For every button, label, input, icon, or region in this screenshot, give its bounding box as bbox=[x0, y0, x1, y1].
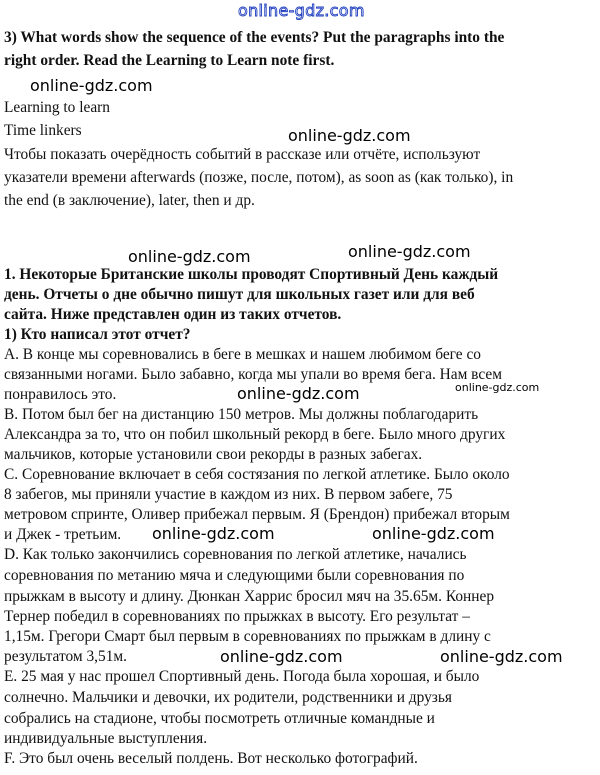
time-linkers-heading: Time linkers bbox=[4, 122, 82, 139]
watermark: online-gdz.com bbox=[220, 647, 343, 666]
paragraph-e-line1: Е. 25 мая у нас прошел Спортивный день. Погода была хорошая, и было bbox=[4, 668, 480, 685]
paragraph-b-line3: мальчиков, которые установили свои рекорды в разных забегах. bbox=[4, 446, 423, 463]
paragraph-e-line4: индивидуальные выступления. bbox=[4, 730, 208, 747]
paragraph-d-line4: Тернер победил в соревнованиях по прыжках в высоту. Его результат – bbox=[4, 608, 470, 625]
paragraph-a-line1: А. В конце мы соревновались в беге в мешках и нашем любимом беге со bbox=[4, 346, 481, 363]
paragraph-a-line3: понравилось это. bbox=[4, 386, 117, 403]
paragraph-e-line2: солнечно. Мальчики и девочки, их родители, родственники и друзья bbox=[4, 689, 452, 706]
paragraph-d-line1: D. Как только закончились соревнования по легкой атлетике, начались bbox=[4, 546, 467, 563]
paragraph-d-line2: соревнования по метанию мяча и следующими были соревнования по bbox=[4, 567, 465, 584]
task1-heading-line2: день. Отчеты о дне обычно пишут для школьных газет или для веб bbox=[4, 286, 475, 303]
paragraph-a-line2: связанными ногами. Было забавно, когда мы упали во время бега. Нам всем bbox=[4, 366, 502, 383]
paragraph-f-line1: F. Это был очень веселый полдень. Вот несколько фотографий. bbox=[4, 750, 418, 767]
watermark-top: online-gdz.com bbox=[238, 1, 365, 20]
watermark-small: online-gdz.com bbox=[455, 381, 540, 394]
watermark: online-gdz.com bbox=[288, 126, 411, 145]
paragraph-c-line3: метровом спринте, Оливер прибежал первым. Я (Брендон) прибежал вторым bbox=[4, 506, 510, 523]
watermark: online-gdz.com bbox=[128, 247, 251, 266]
watermark: online-gdz.com bbox=[440, 647, 563, 666]
watermark: online-gdz.com bbox=[30, 76, 153, 95]
note-line1: Чтобы показать очерёдность событий в рассказе или отчёте, используют bbox=[4, 146, 481, 163]
note-line2: указатели времени afterwards (позже, после, потом), as soon as (как только), in bbox=[4, 169, 514, 186]
note-line3: the end (в заключение), later, then и др. bbox=[4, 192, 255, 209]
task1-heading-line3: сайта. Ниже представлен один из таких отчетов. bbox=[4, 306, 342, 323]
paragraph-b-line1: В. Потом был бег на дистанцию 150 метров. Мы должны поблагодарить bbox=[4, 406, 479, 423]
watermark: online-gdz.com bbox=[348, 242, 471, 261]
watermark: online-gdz.com bbox=[152, 524, 275, 543]
task1-heading-line1: 1. Некоторые Британские школы проводят Спортивный День каждый bbox=[4, 266, 499, 283]
paragraph-c-line1: С. Соревнование включает в себя состязания по легкой атлетике. Было около bbox=[4, 466, 510, 483]
watermark: online-gdz.com bbox=[237, 384, 360, 403]
paragraph-d-line6: результатом 3,51м. bbox=[4, 648, 127, 665]
paragraph-c-line2: 8 забегов, мы приняли участие в каждом из них. В первом забеге, 75 bbox=[4, 486, 453, 503]
task3-question-line2: right order. Read the Learning to Learn note first. bbox=[4, 52, 335, 69]
paragraph-e-line3: собрались на стадионе, чтобы посмотреть отличные командные и bbox=[4, 710, 435, 727]
watermark: online-gdz.com bbox=[372, 524, 495, 543]
paragraph-d-line3: прыжкам в высоту и длину. Дюнкан Харрис бросил мяч на 35.65м. Коннер bbox=[4, 588, 495, 605]
task1-question: 1) Кто написал этот отчет? bbox=[4, 326, 191, 343]
learning-to-learn-heading: Learning to learn bbox=[4, 99, 110, 116]
paragraph-c-line4: и Джек - третьим. bbox=[4, 526, 122, 543]
paragraph-d-line5: 1,15м. Грегори Смарт был первым в соревнованиях по прыжкам в длину с bbox=[4, 628, 491, 645]
task3-question-line1: 3) What words show the sequence of the events? Put the paragraphs into the bbox=[4, 29, 505, 46]
paragraph-b-line2: Александра за то, что он побил школьный рекорд в беге. Было много других bbox=[4, 426, 506, 443]
